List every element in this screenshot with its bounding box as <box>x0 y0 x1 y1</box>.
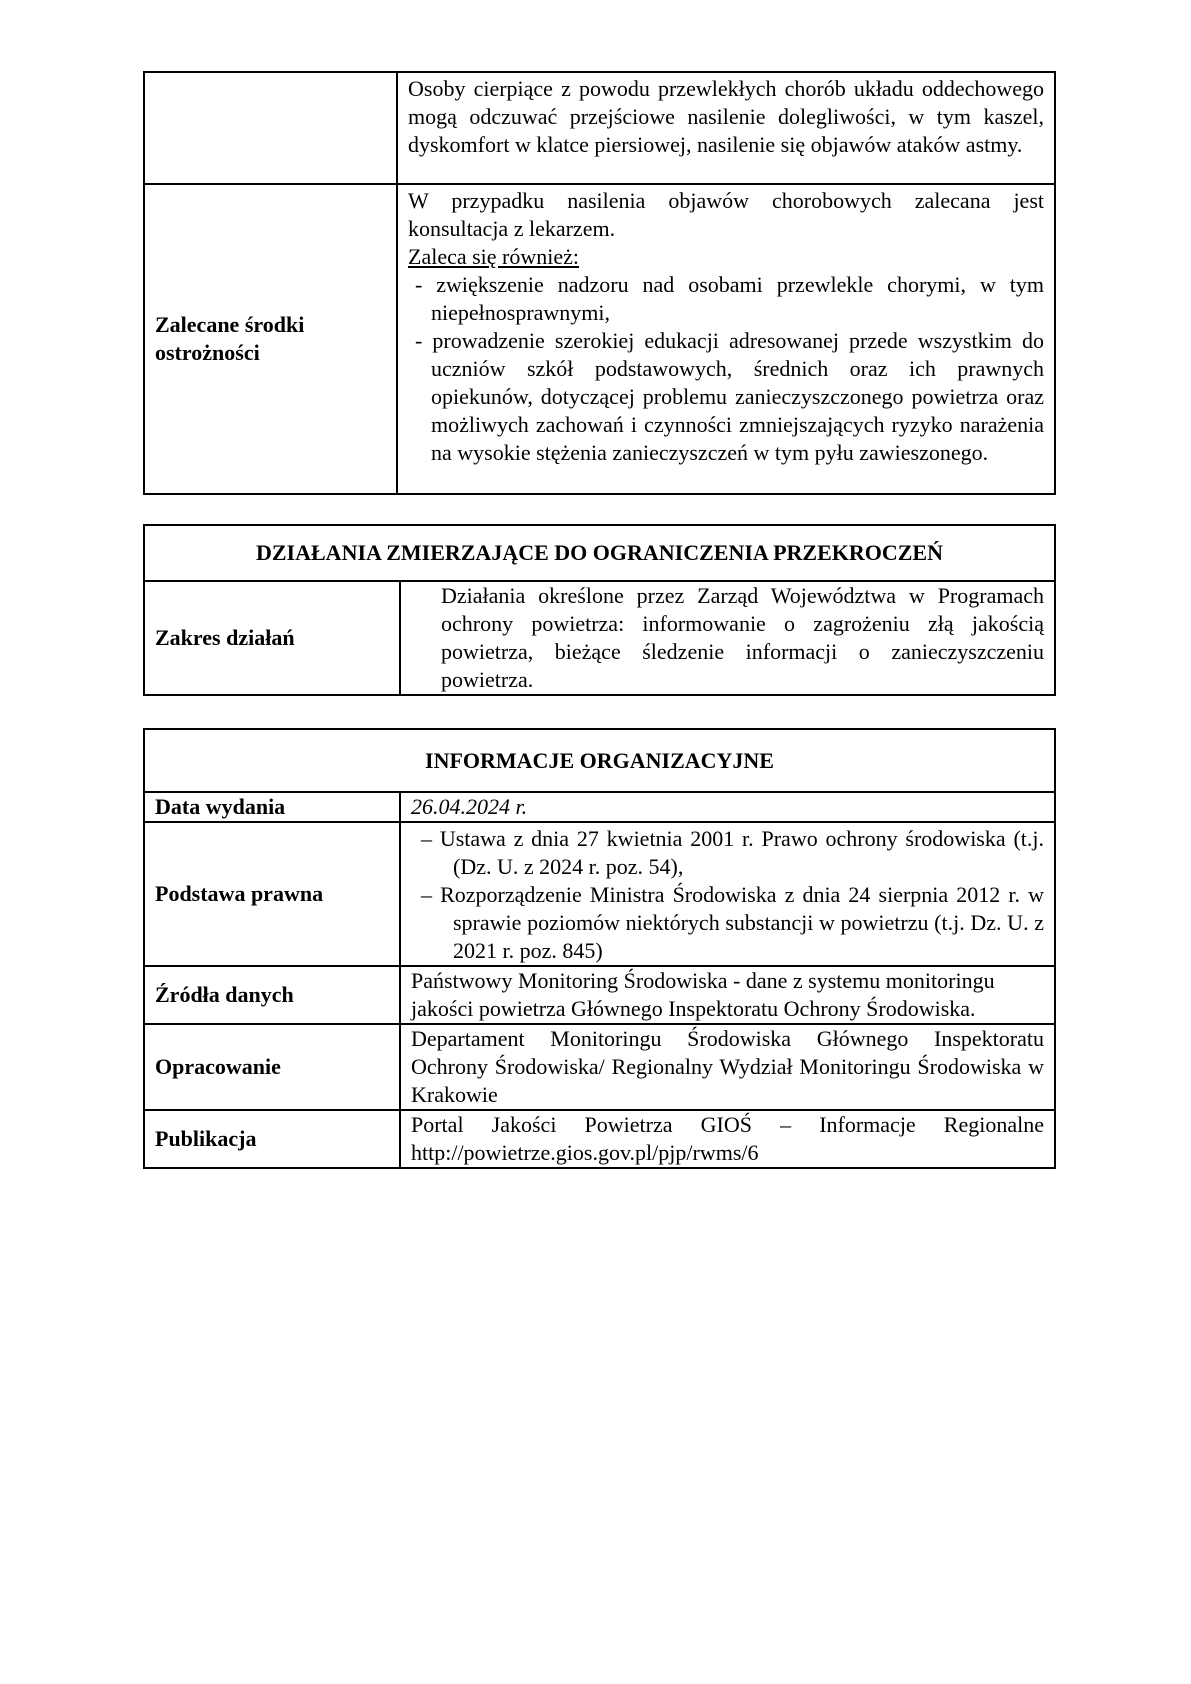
table-row <box>144 1110 1055 1168</box>
prepared-by-text: Departament Monitoringu Środowiska Głównego Inspektoratu Ochrony Środowiska/ Regionalny Wydział Monitoringu Środowiska w Krakowie <box>400 1024 1055 1110</box>
legal-basis-label: Podstawa prawna <box>144 822 400 966</box>
health-effects-text: Osoby cierpiące z powodu przewlekłych chorób układu oddechowego mogą odczuwać przejściowe nasilenie dolegliwości, w tym kaszel, dyskomfort w klatce piersiowej, nasilenie się objawów ataków astmy. <box>397 72 1055 184</box>
table-row <box>144 184 1055 494</box>
legal-basis-item: – Rozporządzenie Ministra Środowiska z dnia 24 sierpnia 2012 r. w sprawie poziomów niektórych substancji w powietrzu (t.j. Dz. U. z 2021 r. poz. 845) <box>421 882 1044 963</box>
table-header-row <box>144 525 1055 581</box>
precautions-also-heading: Zaleca się również: <box>408 244 580 269</box>
legal-basis-item: – Ustawa z dnia 27 kwietnia 2001 r. Prawo ochrony środowiska (t.j. (Dz. U. z 2024 r. poz. 54), <box>421 826 1044 879</box>
publication-label: Publikacja <box>144 1110 400 1168</box>
data-sources-label: Źródła danych <box>144 966 400 1024</box>
prepared-by-label: Opracowanie <box>144 1024 400 1110</box>
organizational-title: INFORMACJE ORGANIZACYJNE <box>144 729 1055 792</box>
actions-table <box>143 524 1056 696</box>
actions-scope-text: Działania określone przez Zarząd Województwa w Programach ochrony powietrza: informowanie o zagrożeniu złą jakością powietrza, bieżące śledzenie informacji o zanieczyszczeniu powietrza. <box>400 581 1055 695</box>
data-sources-text: Państwowy Monitoring Środowiska - dane z systemu monitoringu jakości powietrza Głównego Inspektoratu Ochrony Środowiska. <box>400 966 1055 1024</box>
table-row <box>144 581 1055 695</box>
legal-basis-content <box>400 822 1055 966</box>
health-info-table <box>143 71 1056 495</box>
table-row <box>144 1024 1055 1110</box>
precautions-intro: W przypadku nasilenia objawów chorobowych zalecana jest konsultacja z lekarzem. <box>408 188 1044 241</box>
actions-scope-label: Zakres działań <box>144 581 400 695</box>
table-row <box>144 966 1055 1024</box>
issue-date-label: Data wydania <box>144 792 400 822</box>
precautions-label: Zalecane środki ostrożności <box>144 184 397 494</box>
row-label-empty <box>144 72 397 184</box>
table-row <box>144 822 1055 966</box>
table-row <box>144 72 1055 184</box>
precautions-item: - prowadzenie szerokiej edukacji adresowanej przede wszystkim do uczniów szkół podstawowych, średnich oraz ich prawnych opiekunów, dotyczącej problemu zanieczyszczonego powietrza oraz możliwych zachowań i czynności zmniejszających ryzyko narażenia na wysokie stężenia zanieczyszczeń w tym pyłu zawieszonego. <box>415 328 1044 465</box>
precautions-content <box>397 184 1055 494</box>
precautions-item: - zwiększenie nadzoru nad osobami przewlekle chorymi, w tym niepełnosprawnymi, <box>415 272 1044 325</box>
actions-title: DZIAŁANIA ZMIERZAJĄCE DO OGRANICZENIA PRZEKROCZEŃ <box>144 525 1055 581</box>
table-header-row <box>144 729 1055 792</box>
table-row <box>144 792 1055 822</box>
issue-date-value: 26.04.2024 r. <box>400 792 1055 822</box>
organizational-info-table <box>143 728 1056 1169</box>
publication-text: Portal Jakości Powietrza GIOŚ – Informacje Regionalne http://powietrze.gios.gov.pl/pjp/rwms/6 <box>400 1110 1055 1168</box>
